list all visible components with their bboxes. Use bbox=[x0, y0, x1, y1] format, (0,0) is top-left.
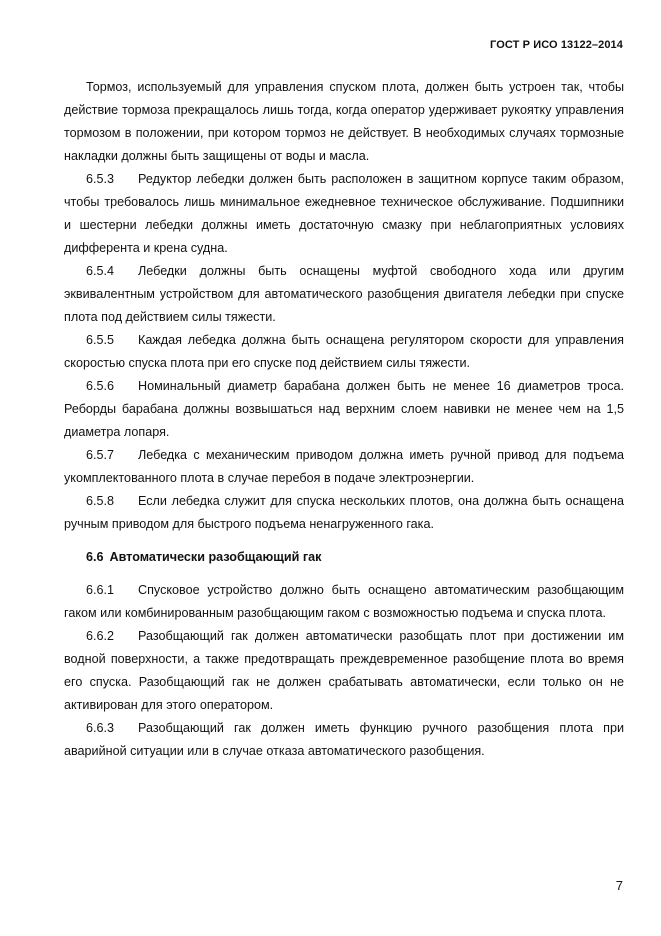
clause-number: 6.6.1 bbox=[86, 583, 115, 597]
paragraph-text: Если лебедка служит для спуска нескольких плотов, она должна быть оснащена ручным приводом для быстрого подъема ненагруженного гака. bbox=[64, 494, 624, 531]
paragraph bbox=[64, 625, 624, 717]
paragraph bbox=[64, 168, 624, 260]
paragraph bbox=[64, 260, 624, 329]
document-body bbox=[64, 76, 624, 763]
paragraph-text: Лебедка с механическим приводом должна иметь ручной привод для подъема укомплектованного плота в случае перебоя в подаче электроэнергии. bbox=[64, 448, 624, 485]
paragraph bbox=[64, 579, 624, 625]
paragraph-group-6-6 bbox=[64, 579, 624, 763]
clause-number: 6.5.3 bbox=[86, 172, 115, 186]
paragraph-text: Номинальный диаметр барабана должен быть не менее 16 диаметров троса. Реборды барабана должны возвышаться над верхним слоем навивки не менее чем на 1,5 диаметра лопаря. bbox=[64, 379, 624, 439]
page-number: 7 bbox=[615, 878, 623, 893]
paragraph bbox=[64, 490, 624, 536]
paragraph-text: Лебедки должны быть оснащены муфтой свободного хода или другим эквивалентным устройством для автоматического разобщения двигателя лебедки при спуске плота под действием силы тяжести. bbox=[64, 264, 624, 324]
paragraph bbox=[64, 375, 624, 444]
section-title: Автоматически разобщающий гак bbox=[109, 550, 322, 564]
clause-number: 6.5.7 bbox=[86, 448, 115, 462]
paragraph bbox=[64, 329, 624, 375]
section-number: 6.6 bbox=[86, 550, 104, 564]
clause-number: 6.6.3 bbox=[86, 721, 115, 735]
clause-number: 6.5.8 bbox=[86, 494, 115, 508]
clause-number: 6.5.6 bbox=[86, 379, 115, 393]
paragraph-text: Тормоз, используемый для управления спуском плота, должен быть устроен так, чтобы действие тормоза прекращалось лишь тогда, когда оператор удерживает рукоятку управления тормозом в положении, при котором тормоз не действует. В необходимых случаях тормозные накладки должны быть защищены от воды и масла. bbox=[64, 80, 624, 163]
clause-number: 6.5.5 bbox=[86, 333, 115, 347]
paragraph-group-6-5 bbox=[64, 76, 624, 536]
paragraph bbox=[64, 717, 624, 763]
paragraph-text: Разобщающий гак должен автоматически разобщать плот при достижении им водной поверхности, а также предотвращать преждевременное разобщение плота во время его спуска. Разобщающий гак не должен срабатывать автоматически, если только он не активирован для этого оператором. bbox=[64, 629, 624, 712]
paragraph-text: Каждая лебедка должна быть оснащена регулятором скорости для управления скоростью спуска плота при его спуске под действием силы тяжести. bbox=[64, 333, 624, 370]
paragraph-text: Редуктор лебедки должен быть расположен в защитном корпусе таким образом, чтобы требовалось лишь минимальное ежедневное техническое обслуживание. Подшипники и шестерни лебедки должны иметь достаточную смазку при неблагоприятных условиях дифферента и крена судна. bbox=[64, 172, 624, 255]
clause-number: 6.6.2 bbox=[86, 629, 115, 643]
paragraph-text: Спусковое устройство должно быть оснащено автоматическим разобщающим гаком или комбинированным разобщающим гаком с возможностью подъема и спуска плота. bbox=[64, 583, 624, 620]
paragraph bbox=[64, 76, 624, 168]
paragraph bbox=[64, 444, 624, 490]
section-heading bbox=[64, 546, 624, 569]
paragraph-text: Разобщающий гак должен иметь функцию ручного разобщения плота при аварийной ситуации или в случае отказа автоматического разобщения. bbox=[64, 721, 624, 758]
document-standard-header: ГОСТ Р ИСО 13122–2014 bbox=[490, 39, 623, 51]
clause-number: 6.5.4 bbox=[86, 264, 115, 278]
